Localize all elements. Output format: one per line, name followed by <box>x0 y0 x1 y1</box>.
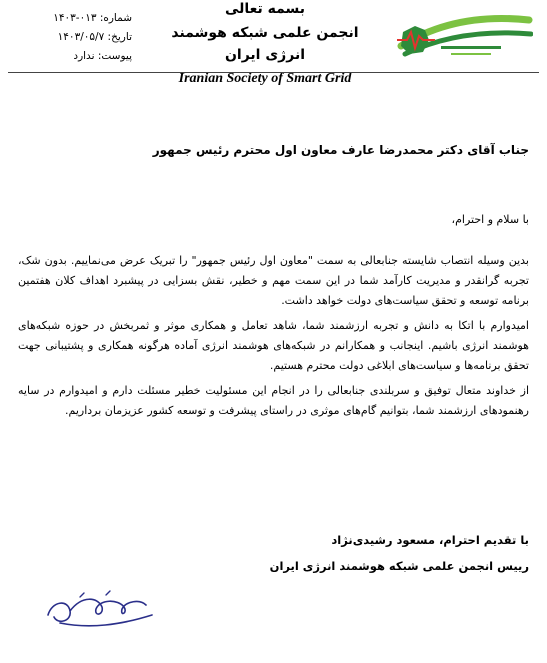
closing-title: رییس انجمن علمی شبکه هوشمند انرژی ایران <box>269 559 529 573</box>
society-logo-icon <box>395 6 533 68</box>
signature-icon <box>40 585 160 635</box>
greeting: با سلام و احترام، <box>451 213 529 226</box>
closing-block <box>150 527 529 579</box>
letter-meta <box>14 9 132 66</box>
paragraph-3: از خداوند متعال توفیق و سربلندی جنابعالی را در انجام این مسئولیت خطیر مسئلت دارم و امیدوارم در سایه رهنمودهای ارزشمند شما، بتوانیم گام‌های موثری در راستای پیشرفت و توسعه کشور عزیزمان برداریم. <box>18 384 529 417</box>
paragraph-1: بدین وسیله انتصاب شایسته جنابعالی به سمت "معاون اول رئیس جمهور" را تبریک عرض می‌نماییم. بدون شک، تجربه گرانقدر و مدیریت کارآمد شما در این سمت مهم و خطیر، نقش بسزایی در پیشبرد اهداف کلان هفتمین برنامه توسعه و تحقق سیاست‌های دولت خواهد داشت. <box>18 254 529 307</box>
letter-attachment: پیوست: ندارد <box>73 50 132 62</box>
closing-line: با تقدیم احترام، مسعود رشیدی‌نژاد <box>331 533 529 547</box>
letter-number: شماره: ۰۱۳-۱۴۰۳ <box>53 12 132 24</box>
basmala: بسمه تعالی <box>224 1 306 17</box>
paragraph-2: امیدوارم با اتکا به دانش و تجربه ارزشمند شما، شاهد تعامل و همکاری موثر و ثمربخش در حوزه شبکه‌های هوشمند انرژی باشیم. اینجانب و همکارانم در شبکه‌های هوشمند انرژی آماده هرگونه همکاری و پشتیبانی جهت تحقق برنامه‌ها و سیاست‌های ابلاغی دولت محترم هستیم. <box>18 319 529 372</box>
society-name-en: Iranian Society of Smart Grid <box>178 71 352 86</box>
letter-date: تاریخ: ۱۴۰۳/۰۵/۷ <box>57 31 132 43</box>
header-divider <box>8 72 539 73</box>
society-title-block <box>150 0 380 88</box>
addressee: جناب آقای دکتر محمدرضا عارف معاون اول محترم رئیس جمهور <box>152 143 529 157</box>
society-name-fa: انجمن علمی شبکه هوشمند انرژی ایران <box>171 25 359 63</box>
letterhead <box>0 0 547 86</box>
